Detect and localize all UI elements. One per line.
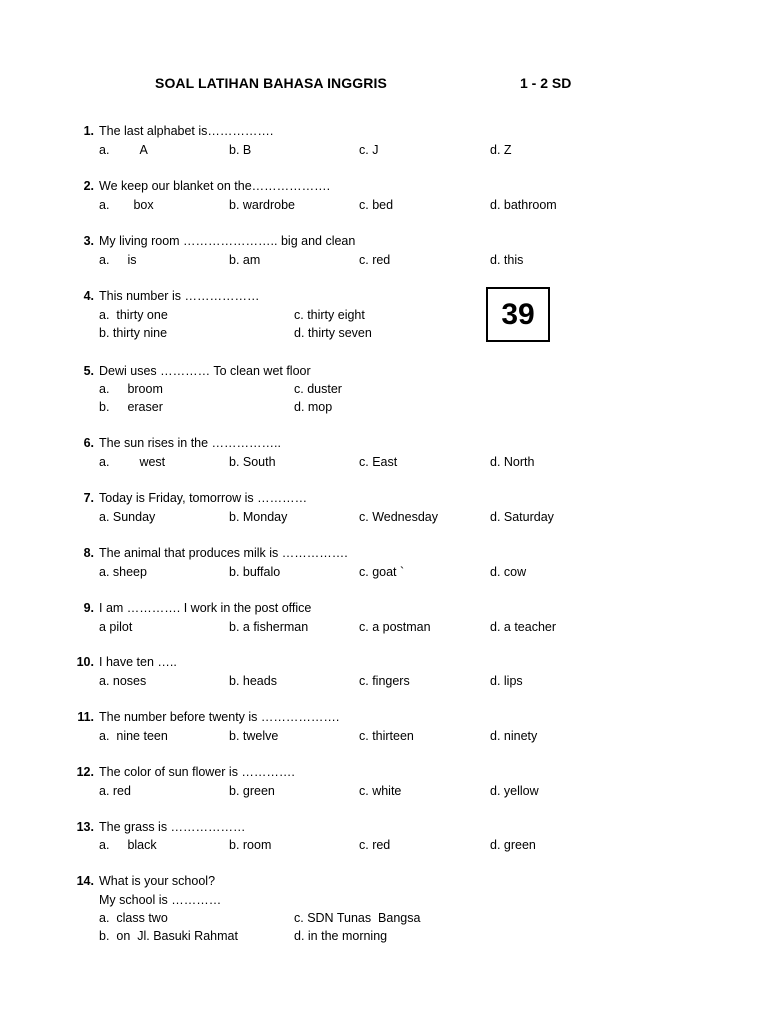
question-number: 13. — [76, 820, 94, 834]
question-text: My living room ………………….. big and clean — [99, 234, 356, 248]
option-b: b. a fisherman — [229, 620, 309, 634]
option-c: c. Wednesday — [359, 510, 438, 524]
question-text: I have ten ….. — [99, 655, 177, 669]
option-b: b. wardrobe — [229, 198, 296, 212]
question-number: 11. — [77, 710, 94, 724]
option-b: b. buffalo — [229, 565, 281, 579]
option-b: b. eraser — [99, 400, 163, 414]
option-c: c. white — [359, 784, 402, 798]
option-c: c. duster — [294, 382, 342, 396]
option-d: d. in the morning — [294, 929, 388, 943]
question-number: 10. — [76, 655, 94, 669]
question-number: 6. — [83, 436, 94, 450]
option-a: a. class two — [99, 911, 168, 925]
option-b: b. heads — [229, 674, 277, 688]
question-text: I am …………. I work in the post office — [99, 601, 312, 615]
option-b: b. thirty nine — [99, 326, 168, 340]
option-b: b. twelve — [229, 729, 279, 743]
option-d: d. Saturday — [490, 510, 554, 524]
question-number: 7. — [83, 491, 94, 505]
question-text: The last alphabet is……………. — [99, 124, 274, 138]
question-text: The animal that produces milk is ……………. — [99, 546, 348, 560]
option-d: d. green — [490, 838, 536, 852]
option-d: d. bathroom — [490, 198, 557, 212]
option-d: d. this — [490, 253, 524, 267]
option-d: d. Z — [490, 143, 512, 157]
page-title: SOAL LATIHAN BAHASA INGGRIS — [155, 75, 387, 91]
option-d: d. cow — [490, 565, 527, 579]
option-a: a. noses — [99, 674, 147, 688]
option-b: b. on Jl. Basuki Rahmat — [99, 929, 238, 943]
option-c: c. thirteen — [359, 729, 414, 743]
question-text: Today is Friday, tomorrow is ………… — [99, 491, 308, 505]
option-a: a. Sunday — [99, 510, 156, 524]
option-b: b. room — [229, 838, 272, 852]
option-b: b. South — [229, 455, 276, 469]
question-number: 2. — [83, 179, 94, 193]
option-c: c. SDN Tunas Bangsa — [294, 911, 421, 925]
question-number: 3. — [83, 234, 94, 248]
option-a: a. sheep — [99, 565, 147, 579]
option-b: b. B — [229, 143, 252, 157]
question-text: We keep our blanket on the………………. — [99, 179, 331, 193]
option-c: c. a postman — [359, 620, 431, 634]
option-c: c. red — [359, 253, 391, 267]
option-c: c. bed — [359, 198, 394, 212]
option-a: a. A — [99, 143, 148, 157]
option-a: a. broom — [99, 382, 163, 396]
question-number: 9. — [83, 601, 94, 615]
option-d: d. lips — [490, 674, 523, 688]
question-subtext: My school is ………… — [99, 893, 222, 907]
question-number: 8. — [83, 546, 94, 560]
option-a: a. west — [99, 455, 166, 469]
grade-label: 1 - 2 SD — [520, 75, 572, 91]
option-b: b. am — [229, 253, 261, 267]
question-number: 1. — [83, 124, 94, 138]
option-b: b. green — [229, 784, 275, 798]
option-c: c. thirty eight — [294, 308, 365, 322]
option-a: a. black — [99, 838, 157, 852]
option-c: c. J — [359, 143, 379, 157]
option-a: a. is — [99, 253, 137, 267]
question-text: Dewi uses ………… To clean wet floor — [99, 364, 311, 378]
option-c: c. red — [359, 838, 391, 852]
option-c: c. East — [359, 455, 398, 469]
option-d: d. North — [490, 455, 535, 469]
question-text: The color of sun flower is …………. — [99, 765, 295, 779]
option-d: d. thirty seven — [294, 326, 372, 340]
option-c: c. fingers — [359, 674, 410, 688]
question-number: 12. — [76, 765, 94, 779]
number-box: 39 — [486, 287, 550, 342]
question-text: The grass is ……………… — [99, 820, 246, 834]
question-number: 14. — [76, 874, 94, 888]
option-d: d. ninety — [490, 729, 538, 743]
question-text: The number before twenty is ………………. — [99, 710, 340, 724]
option-d: d. mop — [294, 400, 333, 414]
option-d: d. a teacher — [490, 620, 557, 634]
question-text: The sun rises in the …………….. — [99, 436, 282, 450]
option-c: c. goat ` — [359, 565, 405, 579]
option-a: a. nine teen — [99, 729, 168, 743]
option-a: a. thirty one — [99, 308, 168, 322]
option-a: a pilot — [99, 620, 133, 634]
question-number: 5. — [83, 364, 94, 378]
question-text: What is your school? — [99, 874, 216, 888]
option-b: b. Monday — [229, 510, 288, 524]
option-a: a. box — [99, 198, 154, 212]
option-a: a. red — [99, 784, 131, 798]
question-text: This number is ……………… — [99, 289, 260, 303]
question-number: 4. — [83, 289, 94, 303]
option-d: d. yellow — [490, 784, 539, 798]
